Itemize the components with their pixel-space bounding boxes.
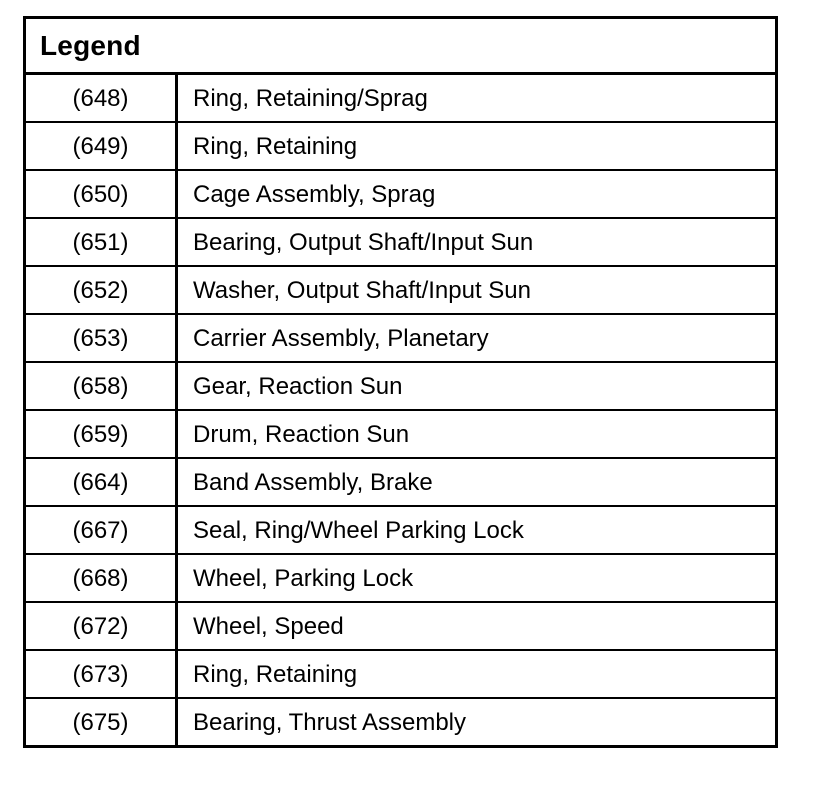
part-description: Washer, Output Shaft/Input Sun bbox=[193, 277, 531, 304]
legend-header bbox=[26, 19, 775, 75]
part-code: (648) bbox=[26, 75, 178, 121]
part-description: Wheel, Parking Lock bbox=[193, 565, 414, 592]
part-description: Ring, Retaining bbox=[193, 661, 358, 688]
part-description: Wheel, Speed bbox=[193, 613, 344, 640]
part-code: (667) bbox=[26, 507, 178, 553]
table-row bbox=[26, 123, 775, 171]
part-description: Gear, Reaction Sun bbox=[193, 373, 403, 400]
legend-table bbox=[23, 16, 778, 748]
table-row bbox=[26, 555, 775, 603]
part-code: (673) bbox=[26, 651, 178, 697]
legend-title: Legend bbox=[40, 29, 141, 61]
part-description: Carrier Assembly, Planetary bbox=[193, 325, 489, 352]
part-code: (651) bbox=[26, 219, 178, 265]
part-description: Cage Assembly, Sprag bbox=[193, 181, 436, 208]
part-description: Ring, Retaining/Sprag bbox=[193, 85, 428, 112]
part-description: Band Assembly, Brake bbox=[193, 469, 433, 496]
part-code: (649) bbox=[26, 123, 178, 169]
table-row bbox=[26, 219, 775, 267]
table-row bbox=[26, 603, 775, 651]
part-code: (658) bbox=[26, 363, 178, 409]
part-code: (652) bbox=[26, 267, 178, 313]
part-code: (668) bbox=[26, 555, 178, 601]
table-row bbox=[26, 699, 775, 745]
table-row bbox=[26, 75, 775, 123]
part-description: Drum, Reaction Sun bbox=[193, 421, 410, 448]
part-description: Ring, Retaining bbox=[193, 133, 358, 160]
table-row bbox=[26, 315, 775, 363]
part-code: (672) bbox=[26, 603, 178, 649]
table-row bbox=[26, 171, 775, 219]
part-code: (659) bbox=[26, 411, 178, 457]
table-row bbox=[26, 459, 775, 507]
part-description: Seal, Ring/Wheel Parking Lock bbox=[193, 517, 524, 544]
part-code: (675) bbox=[26, 699, 178, 745]
part-description: Bearing, Thrust Assembly bbox=[193, 709, 467, 736]
part-description: Bearing, Output Shaft/Input Sun bbox=[193, 229, 534, 256]
legend-body bbox=[26, 75, 775, 745]
part-code: (664) bbox=[26, 459, 178, 505]
part-code: (650) bbox=[26, 171, 178, 217]
table-row bbox=[26, 651, 775, 699]
table-row bbox=[26, 267, 775, 315]
table-row bbox=[26, 411, 775, 459]
table-row bbox=[26, 363, 775, 411]
table-row bbox=[26, 507, 775, 555]
part-code: (653) bbox=[26, 315, 178, 361]
